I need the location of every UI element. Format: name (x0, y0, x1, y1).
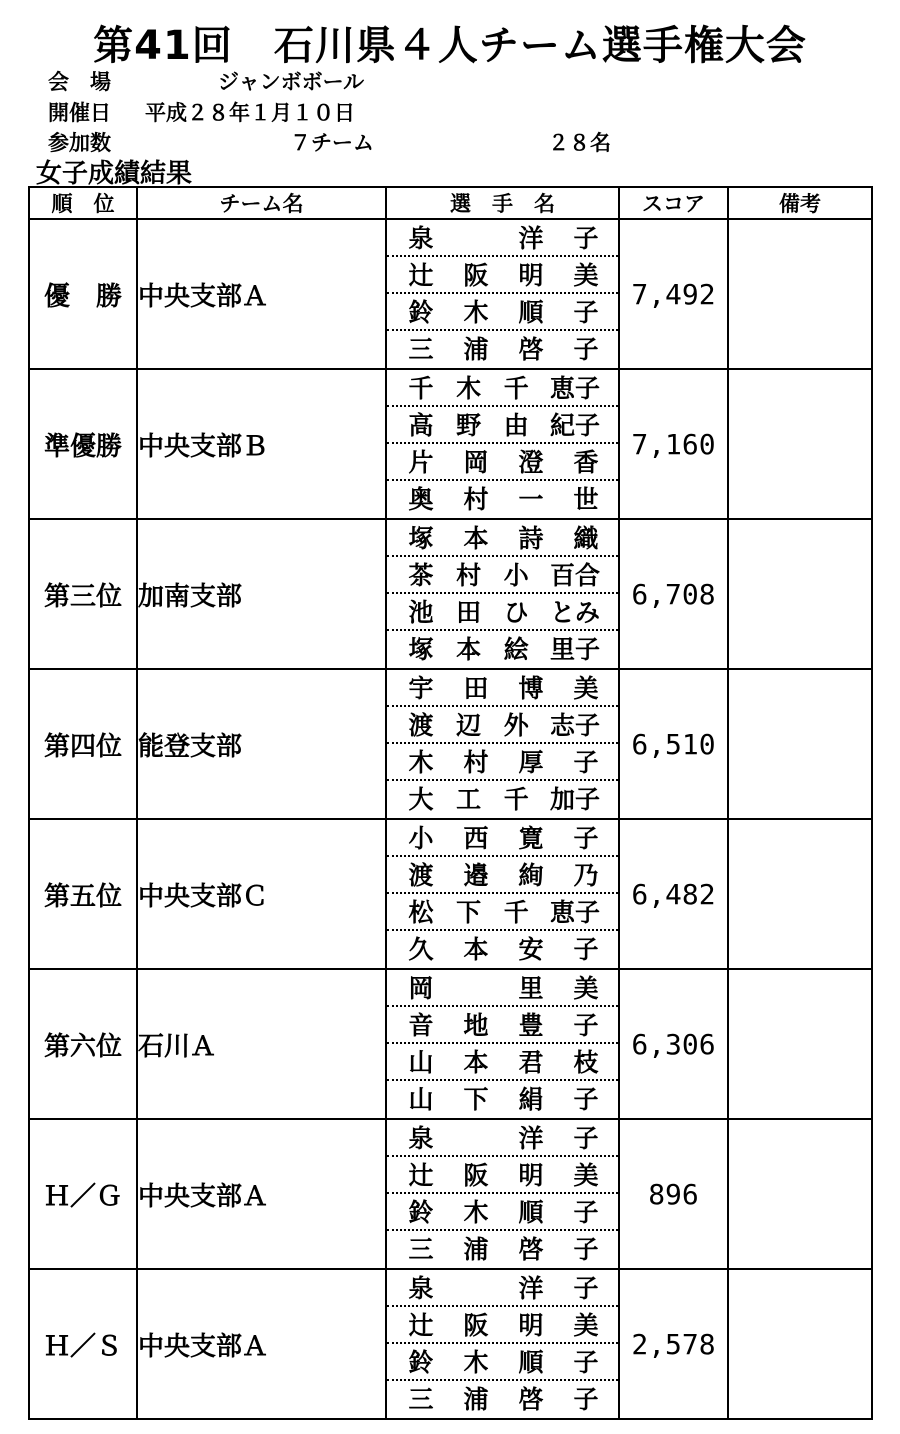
rank-cell: 優 勝 (29, 219, 137, 369)
score-cell: 6,482 (619, 819, 728, 969)
player-name-part: 泉 (408, 1274, 434, 1303)
players-cell (386, 519, 619, 669)
player-name-part: 千 (503, 898, 529, 927)
header-score: スコア (619, 187, 728, 219)
player-name-part: 君 (518, 1048, 544, 1077)
player-name-part: 辻 (408, 1311, 434, 1340)
player-name (387, 931, 618, 968)
player-name-part: 明 (518, 261, 544, 290)
player-name-part: 子 (573, 298, 599, 327)
player-name-part: 地 (463, 1011, 489, 1040)
player-name-part: 子 (573, 748, 599, 777)
player-name-part: 片 (408, 448, 434, 477)
player-name-part: 木 (456, 374, 482, 403)
table-row (29, 819, 872, 969)
player-name-part: 美 (573, 1311, 599, 1340)
player-name-part: 音 (408, 1011, 434, 1040)
player-name-part: 野 (456, 411, 482, 440)
player-name-part (462, 1120, 490, 1155)
player-name-part: 山 (408, 1048, 434, 1077)
team-cell: 中央支部Ｂ (137, 369, 386, 519)
player-name-part: 洋 (518, 1274, 544, 1303)
player-name (387, 220, 618, 257)
table-row (29, 219, 872, 369)
player-name-part: 子 (573, 335, 599, 364)
player-name-part: 啓 (518, 1385, 544, 1414)
player-name-part: 渡 (408, 711, 434, 740)
venue-value: ジャンボボール (218, 70, 365, 94)
player-name-part: 澄 (518, 448, 544, 477)
player-name-part: 本 (463, 935, 489, 964)
header-team: チーム名 (137, 187, 386, 219)
date-value: 平成２８年１月１０日 (145, 101, 355, 125)
players-cell (386, 1119, 619, 1269)
rank-cell: 第六位 (29, 969, 137, 1119)
player-name-part (462, 970, 490, 1005)
team-cell: 中央支部Ｃ (137, 819, 386, 969)
player-name-part: 子 (573, 224, 599, 253)
player-name-part: 岡 (408, 974, 434, 1003)
player-name-part: 織 (573, 524, 599, 553)
note-cell (728, 519, 872, 669)
players-cell (386, 1269, 619, 1419)
player-name-part: 山 (408, 1085, 434, 1114)
page-title: 第41回 石川県４人チーム選手権大会 (93, 23, 807, 69)
player-name-part: とみ (549, 598, 600, 627)
player-name-part: 乃 (573, 861, 599, 890)
player-name-part: 由 (503, 411, 529, 440)
player-name-part: 鈴 (408, 1198, 434, 1227)
player-name (387, 707, 618, 744)
player-name (387, 407, 618, 444)
player-name (387, 1231, 618, 1268)
player-name-part: 下 (463, 1085, 489, 1114)
note-cell (728, 369, 872, 519)
player-name-part: 塚 (408, 635, 434, 664)
score-cell: 6,510 (619, 669, 728, 819)
table-row (29, 669, 872, 819)
player-name-part: 鈴 (408, 298, 434, 327)
player-name (387, 594, 618, 631)
player-name-part: 恵子 (549, 374, 600, 403)
table-row (29, 969, 872, 1119)
participants-label: 参加数 (48, 131, 111, 155)
player-name-part: 阪 (463, 261, 489, 290)
player-name (387, 1007, 618, 1044)
header-note: 備考 (728, 187, 872, 219)
team-cell: 中央支部Ａ (137, 219, 386, 369)
player-name-part: 美 (573, 261, 599, 290)
player-name (387, 1044, 618, 1081)
player-name (387, 520, 618, 557)
player-name-part: 浦 (463, 335, 489, 364)
rank-cell: 第三位 (29, 519, 137, 669)
player-name-part: 加子 (549, 785, 600, 814)
players-count: ２８名 (548, 131, 611, 155)
player-name-part: 辺 (456, 711, 482, 740)
team-cell: 能登支部 (137, 669, 386, 819)
player-name (387, 1344, 618, 1381)
team-cell: 石川Ａ (137, 969, 386, 1119)
player-name-part: 奥 (408, 485, 434, 514)
player-name-part: 本 (463, 1048, 489, 1077)
player-name-part: 千 (503, 374, 529, 403)
player-name-part: 絢 (518, 861, 544, 890)
player-name-part: 子 (573, 1348, 599, 1377)
player-name (387, 294, 618, 331)
player-name-part: 久 (408, 935, 434, 964)
player-name-part: 浦 (463, 1235, 489, 1264)
player-name-part: 美 (573, 674, 599, 703)
team-cell: 加南支部 (137, 519, 386, 669)
score-cell: 7,160 (619, 369, 728, 519)
player-name-part: 明 (518, 1161, 544, 1190)
table-row (29, 1119, 872, 1269)
player-name-part (462, 220, 490, 255)
player-name (387, 1381, 618, 1418)
player-name (387, 257, 618, 294)
player-name-part: 辻 (408, 261, 434, 290)
player-name-part: 子 (573, 1011, 599, 1040)
player-name (387, 631, 618, 668)
players-cell (386, 219, 619, 369)
note-cell (728, 969, 872, 1119)
player-name-part: 池 (408, 598, 434, 627)
player-name-part: 安 (518, 935, 544, 964)
player-name (387, 1081, 618, 1118)
player-name-part: 啓 (518, 335, 544, 364)
player-name-part: 阪 (463, 1311, 489, 1340)
player-name-part: 一 (518, 485, 544, 514)
rank-cell: 第四位 (29, 669, 137, 819)
player-name-part: 子 (573, 1085, 599, 1114)
player-name-part: 子 (573, 1198, 599, 1227)
player-name-part: 松 (408, 898, 434, 927)
player-name-part: 子 (573, 1385, 599, 1414)
player-name-part: 小 (408, 824, 434, 853)
player-name-part: 順 (518, 298, 544, 327)
player-name (387, 1120, 618, 1157)
table-row (29, 1269, 872, 1419)
player-name-part: 下 (456, 898, 482, 927)
player-name-part: 三 (408, 335, 434, 364)
player-name-part: 洋 (518, 224, 544, 253)
player-name-part: 厚 (518, 748, 544, 777)
player-name-part: 浦 (463, 1385, 489, 1414)
player-name-part: 鈴 (408, 1348, 434, 1377)
player-name-part: 本 (456, 635, 482, 664)
player-name-part: 絵 (503, 635, 529, 664)
player-name (387, 1307, 618, 1344)
player-name-part: 詩 (518, 524, 544, 553)
player-name-part: 村 (456, 561, 482, 590)
player-name-part: 邉 (463, 861, 489, 890)
note-cell (728, 219, 872, 369)
players-cell (386, 669, 619, 819)
player-name-part: 渡 (408, 861, 434, 890)
player-name-part: 香 (573, 448, 599, 477)
player-name-part: 木 (463, 298, 489, 327)
section-title: 女子成績結果 (36, 159, 193, 189)
player-name-part: 本 (463, 524, 489, 553)
note-cell (728, 819, 872, 969)
rank-cell: Ｈ／Ｓ (29, 1269, 137, 1419)
results-table (28, 186, 873, 1420)
player-name-part: 子 (573, 1274, 599, 1303)
player-name-part: 田 (463, 674, 489, 703)
player-name-part: 岡 (463, 448, 489, 477)
player-name (387, 781, 618, 818)
player-name-part: 高 (408, 411, 434, 440)
player-name (387, 670, 618, 707)
player-name-part: 千 (503, 785, 529, 814)
player-name (387, 1157, 618, 1194)
score-cell: 7,492 (619, 219, 728, 369)
player-name (387, 970, 618, 1007)
players-cell (386, 969, 619, 1119)
player-name-part: 木 (408, 748, 434, 777)
player-name-part: 子 (573, 1124, 599, 1153)
player-name-part: 宇 (408, 674, 434, 703)
player-name-part: 世 (573, 485, 599, 514)
player-name-part: 木 (463, 1348, 489, 1377)
player-name-part: 里 (518, 974, 544, 1003)
player-name-part: 里子 (549, 635, 600, 664)
player-name (387, 894, 618, 931)
player-name-part: 塚 (408, 524, 434, 553)
player-name-part: ひ (503, 598, 529, 627)
note-cell (728, 1119, 872, 1269)
player-name-part: 子 (573, 1235, 599, 1264)
player-name (387, 331, 618, 368)
player-name (387, 1194, 618, 1231)
player-name-part (462, 1270, 490, 1305)
player-name (387, 444, 618, 481)
player-name-part: 絹 (518, 1085, 544, 1114)
players-cell (386, 369, 619, 519)
player-name (387, 370, 618, 407)
rank-cell: Ｈ／Ｇ (29, 1119, 137, 1269)
player-name-part: 三 (408, 1235, 434, 1264)
player-name-part: 工 (456, 785, 482, 814)
rank-cell: 第五位 (29, 819, 137, 969)
player-name-part: 豊 (518, 1011, 544, 1040)
player-name-part: 恵子 (549, 898, 600, 927)
player-name-part: 茶 (408, 561, 434, 590)
player-name-part: 明 (518, 1311, 544, 1340)
player-name-part: 枝 (573, 1048, 599, 1077)
player-name (387, 857, 618, 894)
note-cell (728, 1269, 872, 1419)
player-name-part: 外 (503, 711, 529, 740)
table-row (29, 369, 872, 519)
player-name-part: 志子 (549, 711, 600, 740)
players-cell (386, 819, 619, 969)
venue-label: 会 場 (48, 70, 111, 94)
score-cell: 6,708 (619, 519, 728, 669)
player-name-part: 小 (503, 561, 529, 590)
player-name-part: 美 (573, 1161, 599, 1190)
player-name-part: 啓 (518, 1235, 544, 1264)
player-name-part: 村 (463, 748, 489, 777)
player-name-part: 阪 (463, 1161, 489, 1190)
player-name-part: 洋 (518, 1124, 544, 1153)
player-name (387, 744, 618, 781)
score-cell: 6,306 (619, 969, 728, 1119)
header-row (29, 187, 872, 219)
score-cell: 896 (619, 1119, 728, 1269)
player-name-part: 泉 (408, 1124, 434, 1153)
player-name-part: 泉 (408, 224, 434, 253)
team-cell: 中央支部Ａ (137, 1269, 386, 1419)
player-name (387, 1270, 618, 1307)
player-name-part: 子 (573, 935, 599, 964)
player-name (387, 820, 618, 857)
team-cell: 中央支部Ａ (137, 1119, 386, 1269)
player-name-part: 子 (573, 824, 599, 853)
player-name-part: 千 (408, 374, 434, 403)
date-label: 開催日 (48, 101, 111, 125)
header-rank: 順 位 (29, 187, 137, 219)
player-name-part: 三 (408, 1385, 434, 1414)
score-cell: 2,578 (619, 1269, 728, 1419)
header-players: 選 手 名 (386, 187, 619, 219)
player-name-part: 順 (518, 1198, 544, 1227)
player-name-part: 順 (518, 1348, 544, 1377)
teams-count: ７チーム (290, 131, 374, 155)
player-name-part: 紀子 (549, 411, 600, 440)
rank-cell: 準優勝 (29, 369, 137, 519)
player-name-part: 田 (456, 598, 482, 627)
player-name (387, 481, 618, 518)
player-name-part: 西 (463, 824, 489, 853)
player-name-part: 木 (463, 1198, 489, 1227)
player-name-part: 村 (463, 485, 489, 514)
player-name-part: 大 (408, 785, 434, 814)
table-row (29, 519, 872, 669)
player-name-part: 美 (573, 974, 599, 1003)
player-name (387, 557, 618, 594)
player-name-part: 博 (518, 674, 544, 703)
player-name-part: 百合 (549, 561, 600, 590)
note-cell (728, 669, 872, 819)
player-name-part: 辻 (408, 1161, 434, 1190)
player-name-part: 寛 (518, 824, 544, 853)
